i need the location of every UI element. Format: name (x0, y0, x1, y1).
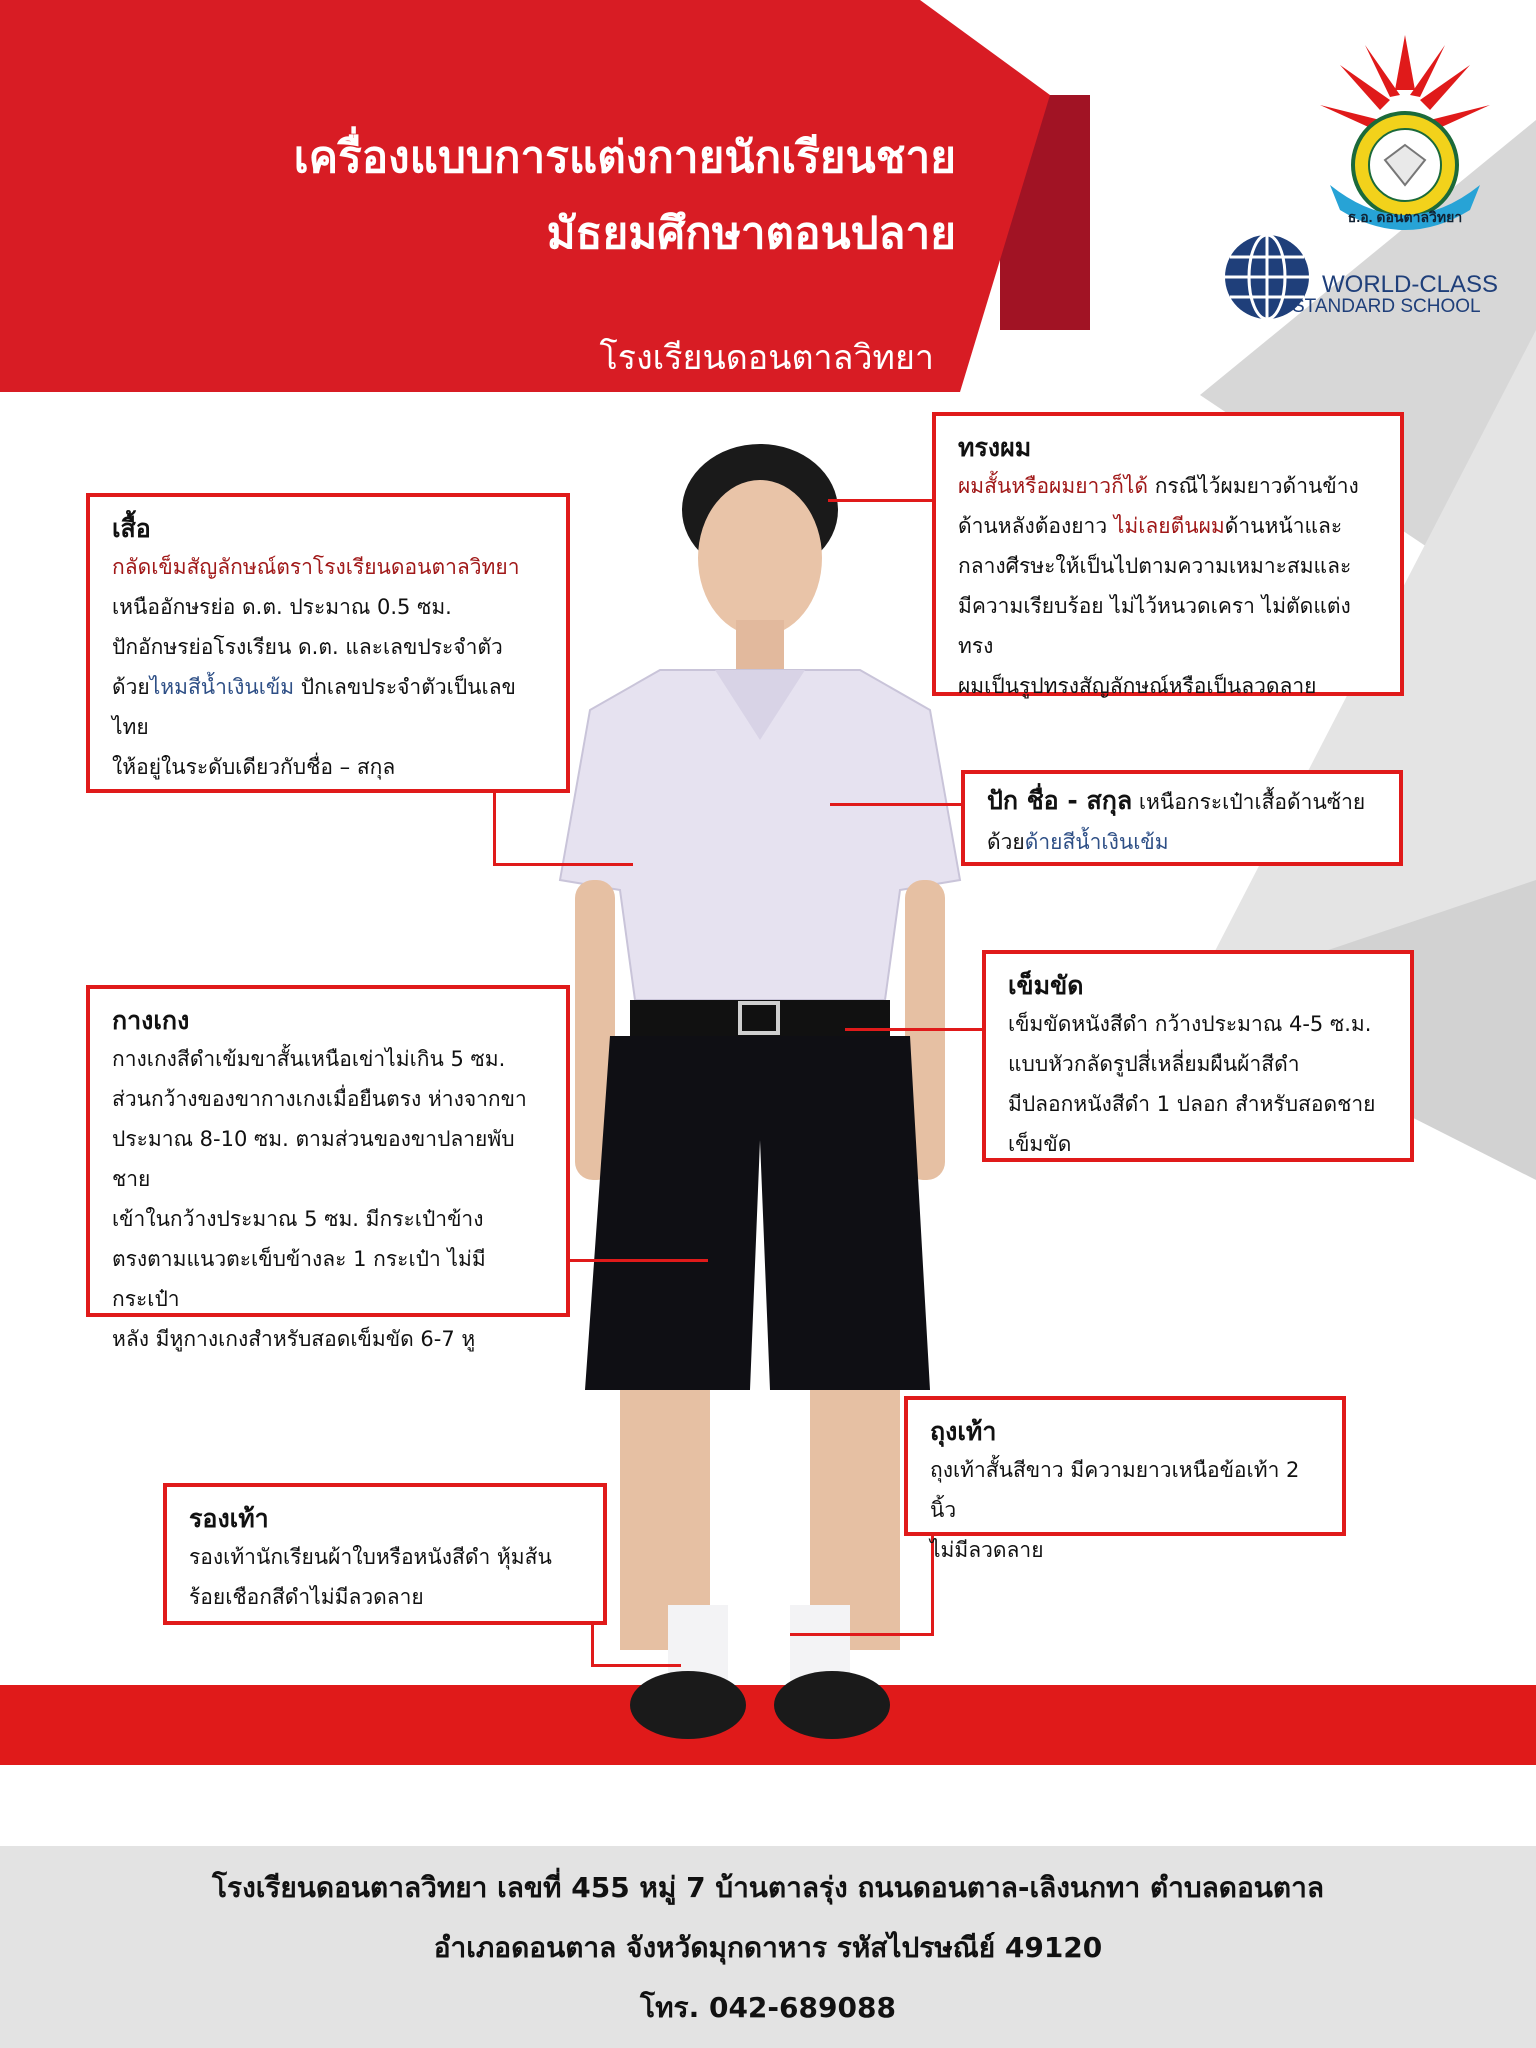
annotation-name (961, 770, 1403, 866)
shirt-line2: เหนืออักษรย่อ ด.ต. ประมาณ 0.5 ซม. (112, 595, 452, 619)
annotation-socks (904, 1396, 1346, 1562)
connector-shirt-h (493, 863, 633, 866)
name-line1-suffix: เหนือกระเป๋าเสื้อด้านซ้าย (1132, 790, 1366, 814)
connector-shoes (591, 1621, 594, 1667)
socks-line2: ไม่มีลวดลาย (930, 1538, 1044, 1562)
hair-line3: กลางศีรษะให้เป็นไปตามความเหมาะสมและ (958, 554, 1352, 578)
connector-name (830, 803, 963, 806)
name-line2 (987, 822, 1377, 862)
name-highlight: ด้ายสีน้ำเงินเข้ม (1024, 830, 1169, 854)
annotation-pants (86, 985, 570, 1351)
annotation-hair (932, 412, 1404, 696)
world-class-line2: STANDARD SCHOOL (1292, 296, 1481, 317)
hair-highlight1: ผมสั้นหรือผมยาวก็ได้ (958, 474, 1149, 498)
pants-line3: ประมาณ 8-10 ซม. ตามส่วนของขาปลายพับชาย (112, 1127, 515, 1191)
pants-line5: ตรงตามแนวตะเข็บข้างละ 1 กระเป๋า ไม่มีกระเป๋า (112, 1247, 486, 1311)
hair-line1 (958, 466, 1378, 506)
page-title-line1: เครื่องแบบการแต่งกายนักเรียนชาย (293, 132, 956, 183)
world-class-logo-text (1292, 271, 1499, 318)
pants-line1: กางเกงสีดำเข้มขาสั้นเหนือเข่าไม่เกิน 5 ซม. (112, 1047, 506, 1071)
socks-heading: ถุงเท้า (930, 1417, 997, 1446)
shoes-heading: รองเท้า (189, 1504, 269, 1533)
shirt-line4-highlight: ไหมสีน้ำเงินเข้ม (149, 675, 295, 699)
world-class-line1: WORLD-CLASS (1322, 271, 1499, 298)
pants-line6: หลัง มีหูกางเกงสำหรับสอดเข็มขัด 6-7 หู (112, 1327, 476, 1351)
shoes-line1: รองเท้านักเรียนผ้าใบหรือหนังสีดำ หุ้มส้น (189, 1545, 552, 1569)
page-title-line2: มัธยมศึกษาตอนปลาย (546, 208, 956, 259)
name-line1 (987, 782, 1377, 822)
footer-line2: อำเภอดอนตาล จังหวัดมุกดาหาร รหัสไปรษณีย์ 49120 (433, 1931, 1103, 1964)
shirt-line4-prefix: ด้วย (112, 675, 150, 699)
shirt-line4-suffix: ปักเลขประจำตัวเป็นเลขไทย (112, 675, 516, 739)
hair-line2-prefix: ด้านหลังต้องยาว (958, 514, 1114, 538)
hair-line2-suffix: ด้านหน้าและ (1224, 514, 1343, 538)
pants-line2: ส่วนกว้างของขากางเกงเมื่อยืนตรง ห่างจากขา (112, 1087, 527, 1111)
annotation-shirt (86, 493, 570, 793)
shirt-highlight: กลัดเข็มสัญลักษณ์ตราโรงเรียนดอนตาลวิทยา (112, 555, 520, 579)
connector-pants (566, 1259, 708, 1262)
socks-line1: ถุงเท้าสั้นสีขาว มีความยาวเหนือข้อเท้า 2 นิ้ว (930, 1458, 1300, 1522)
hair-line4: มีความเรียบร้อย ไม่ไว้หนวดเครา ไม่ตัดแต่งทรง (958, 594, 1351, 658)
shoes-line2: ร้อยเชือกสีดำไม่มีลวดลาย (189, 1585, 424, 1609)
shirt-heading: เสื้อ (112, 514, 151, 543)
annotation-shoes (163, 1483, 607, 1625)
belt-line1: เข็มขัดหนังสีดำ กว้างประมาณ 4-5 ซ.ม. (1008, 1012, 1372, 1036)
footer-phone: โทร. 042-689088 (640, 1991, 896, 2024)
hair-highlight2: ไม่เลยตีนผม (1113, 514, 1225, 538)
footer-line1: โรงเรียนดอนตาลวิทยา เลขที่ 455 หมู่ 7 บ้านตาลรุ่ง ถนนดอนตาล-เลิงนกทา ตำบลดอนตาล (211, 1871, 1324, 1904)
belt-line2: แบบหัวกลัดรูปสี่เหลี่ยมผืนผ้าสีดำ (1008, 1052, 1300, 1076)
name-line2-prefix: ด้วย (987, 830, 1025, 854)
annotation-belt (982, 950, 1414, 1162)
connector-socks-h (790, 1633, 934, 1636)
shirt-line3: ปักอักษรย่อโรงเรียน ด.ต. และเลขประจำตัว (112, 635, 503, 659)
hair-line5: ผมเป็นรูปทรงสัญลักษณ์หรือเป็นลวดลาย (958, 674, 1317, 698)
connector-shoes-h (591, 1664, 681, 1667)
hair-line2 (958, 506, 1378, 546)
hair-heading: ทรงผม (958, 433, 1032, 462)
connector-shirt (493, 790, 496, 866)
seal-text: ธ.อ. ดอนตาลวิทยา (1347, 209, 1463, 225)
shirt-line4 (112, 667, 544, 747)
belt-heading: เข็มขัด (1008, 971, 1084, 1000)
footer-address (0, 1846, 1536, 2048)
school-seal-logo (1320, 35, 1490, 230)
pants-heading: กางเกง (112, 1006, 190, 1035)
connector-belt (845, 1028, 985, 1031)
shirt-line5: ให้อยู่ในระดับเดียวกับชื่อ – สกุล (112, 755, 396, 779)
name-heading: ปัก ชื่อ - สกุล (987, 786, 1133, 815)
school-name: โรงเรียนดอนตาลวิทยา (599, 338, 934, 378)
belt-line3: มีปลอกหนังสีดำ 1 ปลอก สำหรับสอดชายเข็มขัด (1008, 1092, 1376, 1156)
hair-line1-suffix: กรณีไว้ผมยาวด้านข้าง (1148, 474, 1359, 498)
pants-line4: เข้าในกว้างประมาณ 5 ซม. มีกระเป๋าข้าง (112, 1207, 484, 1231)
connector-hair (828, 499, 934, 502)
